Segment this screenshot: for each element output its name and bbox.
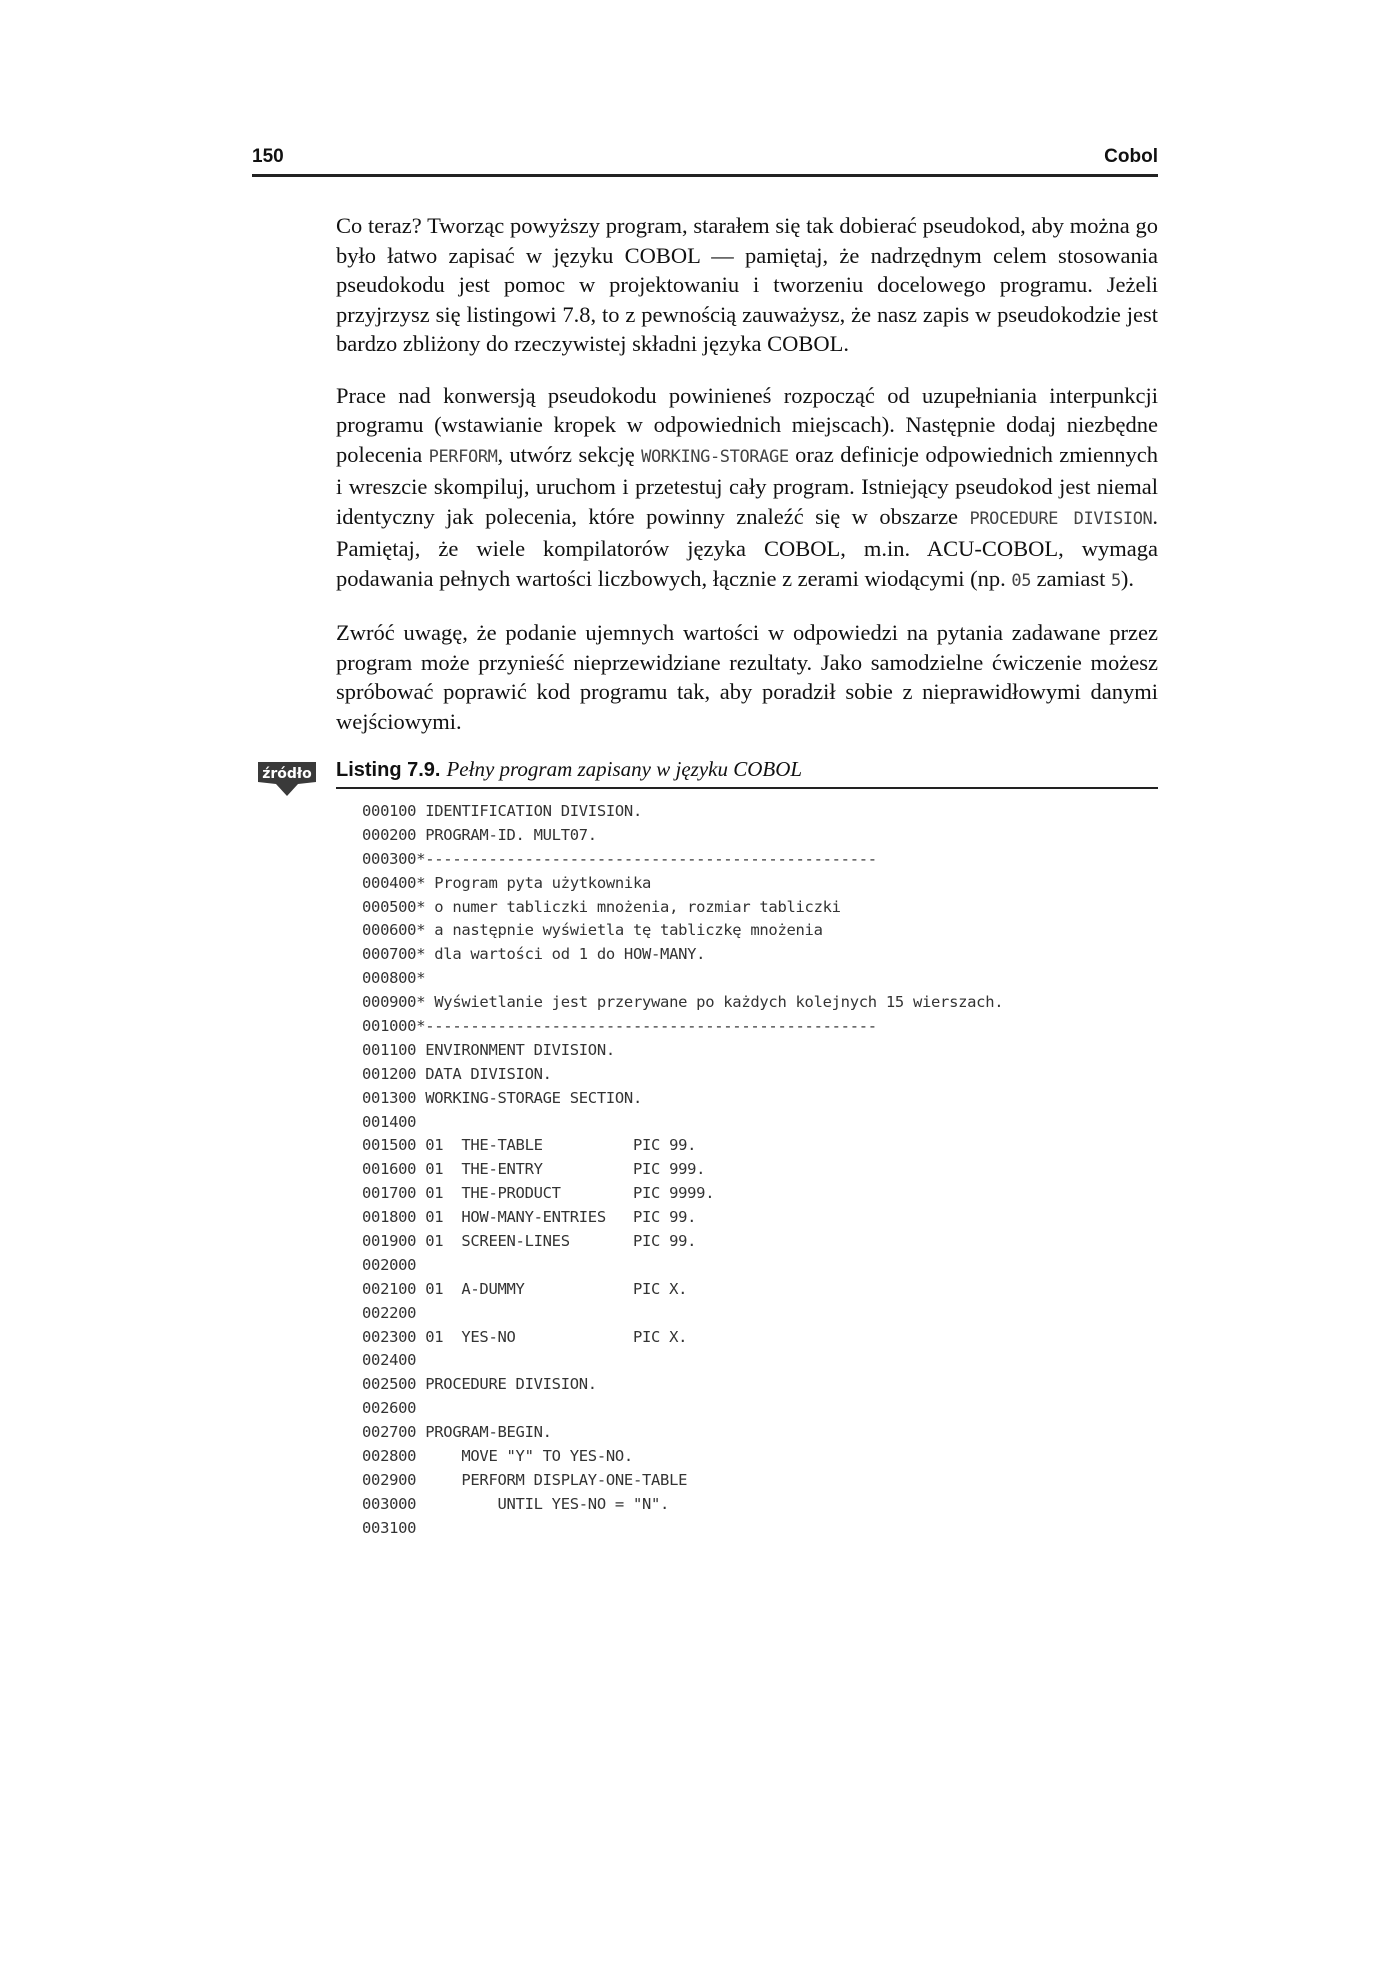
text-span: oraz definicje odpowiednich zmiennych i wreszcie skompiluj, uruchom i przetestuj cały program. Istniejący pseudokod jest niemal identyczny jak polecenia, które powinny znaleźć się w obszarze bbox=[336, 441, 1158, 529]
code-line: 001300 WORKING-STORAGE SECTION. bbox=[362, 1088, 642, 1107]
page-header bbox=[252, 144, 1158, 177]
page-number: 150 bbox=[252, 146, 284, 167]
code-inline-perform: PERFORM bbox=[428, 446, 498, 467]
paragraph-1: Co teraz? Tworząc powyższy program, starałem się tak dobierać pseudokod, aby można go było łatwo zapisać w języku COBOL — pamiętaj, że nadrzędnym celem stosowania pseudokodu jest pomoc w projektowaniu i tworzeniu docelowego programu. Jeżeli przyjrzysz się listingowi 7.8, to z pewnością zauważysz, że nasz zapis w pseudokodzie jest bardzo zbliżony do rzeczywistej składni języka COBOL. bbox=[336, 213, 1158, 356]
chapter-title: Cobol bbox=[1104, 146, 1158, 167]
code-line: 001700 01 THE-PRODUCT PIC 9999. bbox=[362, 1184, 715, 1203]
code-line: 000300*-------------------------------------------------- bbox=[362, 849, 877, 868]
code-line: 002700 PROGRAM-BEGIN. bbox=[362, 1423, 552, 1442]
code-line: 000700* dla wartości od 1 do HOW-MANY. bbox=[362, 945, 706, 964]
listing-title: Pełny program zapisany w języku COBOL bbox=[446, 757, 803, 781]
code-line: 003000 UNTIL YES-NO = "N". bbox=[362, 1494, 670, 1513]
code-inline-5: 5 bbox=[1111, 570, 1121, 591]
code-line: 001800 01 HOW-MANY-ENTRIES PIC 99. bbox=[362, 1208, 697, 1227]
code-line: 000200 PROGRAM-ID. MULT07. bbox=[362, 825, 597, 844]
listing-caption bbox=[336, 757, 1158, 789]
code-line: 001600 01 THE-ENTRY PIC 999. bbox=[362, 1160, 706, 1179]
text-span: , utwórz sekcję bbox=[497, 441, 642, 467]
code-line: 000800* bbox=[362, 969, 426, 988]
code-line: 002300 01 YES-NO PIC X. bbox=[362, 1327, 688, 1346]
code-line: 002800 MOVE "Y" TO YES-NO. bbox=[362, 1447, 633, 1466]
code-line: 002100 01 A-DUMMY PIC X. bbox=[362, 1279, 688, 1298]
badge-label: źródło bbox=[262, 766, 312, 782]
code-listing bbox=[362, 800, 1142, 1541]
code-line: 001500 01 THE-TABLE PIC 99. bbox=[362, 1136, 697, 1155]
paragraph-2 bbox=[336, 381, 1158, 597]
code-line: 002400 bbox=[362, 1351, 417, 1370]
code-line: 002000 bbox=[362, 1255, 417, 1274]
code-line: 001100 ENVIRONMENT DIVISION. bbox=[362, 1040, 615, 1059]
code-line: 001200 DATA DIVISION. bbox=[362, 1064, 552, 1083]
code-line: 002600 bbox=[362, 1399, 417, 1418]
zrodlo-badge-graphic bbox=[256, 760, 318, 798]
text-span: . Pamiętaj, że wiele kompilatorów języka COBOL, m.in. ACU-COBOL, wymaga podawania pełnych wartości liczbowych, łącznie z zerami wiodącymi (np. bbox=[336, 503, 1158, 591]
text-span: zamiast bbox=[1031, 565, 1112, 591]
code-line: 002200 bbox=[362, 1303, 417, 1322]
text-span: Prace nad konwersją pseudokodu powinieneś rozpocząć od uzupełniania interpunkcji programu (wstawianie kropek w odpowiednich miejscach). Następnie dodaj niezbędne polecenia bbox=[336, 382, 1158, 467]
code-inline-procedure-division: PROCEDURE DIVISION bbox=[969, 508, 1153, 529]
code-line: 000600* a następnie wyświetla tę tabliczkę mnożenia bbox=[362, 921, 823, 940]
text-span: ). bbox=[1120, 565, 1134, 591]
code-inline-working-storage: WORKING-STORAGE bbox=[641, 446, 789, 467]
code-line: 002500 PROCEDURE DIVISION. bbox=[362, 1375, 597, 1394]
code-line: 000100 IDENTIFICATION DIVISION. bbox=[362, 802, 642, 820]
code-line: 001900 01 SCREEN-LINES PIC 99. bbox=[362, 1232, 697, 1251]
page-body bbox=[336, 211, 1158, 758]
code-line: 002900 PERFORM DISPLAY-ONE-TABLE bbox=[362, 1470, 688, 1489]
code-line: 000500* o numer tabliczki mnożenia, rozmiar tabliczki bbox=[362, 897, 841, 916]
code-line: 000900* Wyświetlanie jest przerywane po każdych kolejnych 15 wierszach. bbox=[362, 993, 1004, 1012]
code-inline-05: 05 bbox=[1011, 570, 1032, 591]
code-line: 003100 bbox=[362, 1518, 417, 1537]
paragraph-3: Zwróć uwagę, że podanie ujemnych wartości w odpowiedzi na pytania zadawane przez program może przynieść nieprzewidziane rezultaty. Jako samodzielne ćwiczenie możesz spróbować poprawić kod programu tak, aby poradził sobie z nieprawidłowymi danymi wejściowymi. bbox=[336, 620, 1158, 734]
listing-label: Listing 7.9. bbox=[336, 759, 441, 781]
zrodlo-badge-icon bbox=[256, 760, 318, 798]
code-line: 001400 bbox=[362, 1112, 417, 1131]
code-line: 001000*-------------------------------------------------- bbox=[362, 1017, 877, 1036]
code-line: 000400* Program pyta użytkownika bbox=[362, 873, 652, 892]
